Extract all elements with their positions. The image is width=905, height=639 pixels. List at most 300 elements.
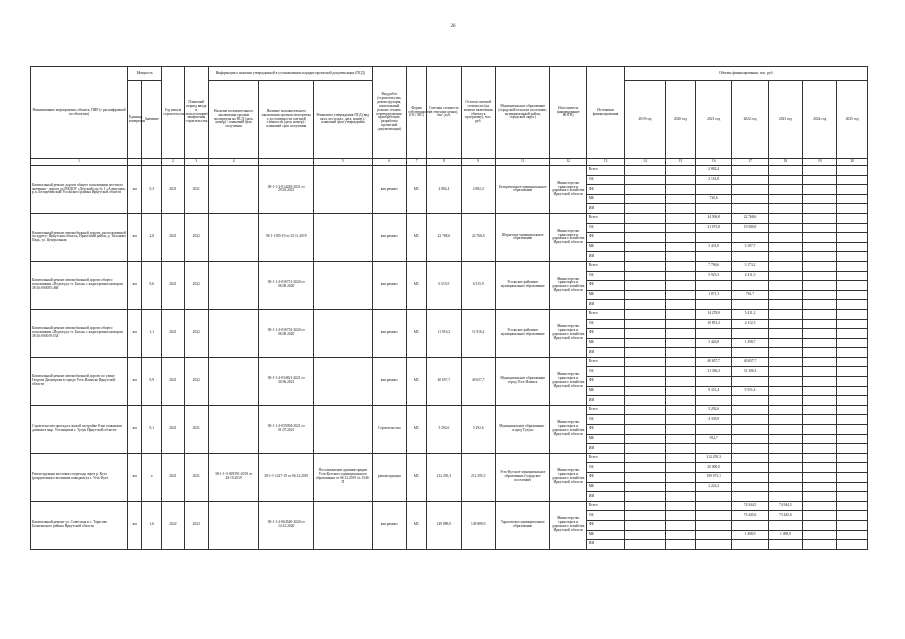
funding-amount bbox=[803, 377, 837, 387]
funding-amount bbox=[696, 348, 732, 358]
project-estimate-cost: 149 889,0 bbox=[427, 501, 461, 549]
funding-amount: 74 944,5 bbox=[768, 501, 802, 511]
funding-amount bbox=[768, 185, 802, 195]
funding-source-label: Всего bbox=[586, 357, 624, 367]
funding-source-label: МБ bbox=[586, 194, 624, 204]
project-name: Капитальный ремонт автомобильной дороги общего пользования «Подъезд к ст. Белая» с кадастровым номером 38:16:000055:468 bbox=[31, 261, 128, 309]
funding-source-label: Всего bbox=[586, 166, 624, 176]
funding-amount bbox=[625, 463, 665, 473]
project-name: Капитальный ремонт дороги общего пользования местного значения - дорога до МБДОУ «Детский сад № 1 «Аленушка» р.п. Белореченский Усольского района Иркутской области bbox=[31, 166, 128, 214]
funding-amount bbox=[837, 166, 868, 176]
col-name-header: Наименование мероприятия, объекта, ПИР (с расшифровкой по объектам) bbox=[31, 67, 128, 159]
funding-amount bbox=[837, 463, 868, 473]
project-ownership: МС bbox=[406, 166, 426, 214]
project-cost-expertise: 38-1-1-2-034821-2021 от 30.06.2021 bbox=[259, 357, 314, 405]
funding-amount: 5 292,6 bbox=[696, 405, 732, 415]
funding-amount bbox=[696, 501, 732, 511]
funding-amount bbox=[803, 233, 837, 243]
funding-amount bbox=[625, 329, 665, 339]
funding-amount bbox=[696, 281, 732, 291]
funding-amount bbox=[625, 377, 665, 387]
project-ownership: МС bbox=[406, 261, 426, 309]
funding-amount bbox=[625, 213, 665, 223]
funding-amount bbox=[625, 357, 665, 367]
funding-amount bbox=[696, 185, 732, 195]
project-work-type: Строительство bbox=[372, 405, 406, 453]
funding-amount: 1 498,9 bbox=[768, 530, 802, 540]
funding-amount bbox=[625, 511, 665, 521]
funding-amount bbox=[837, 329, 868, 339]
funding-amount bbox=[803, 281, 837, 291]
funding-amount bbox=[665, 309, 695, 319]
column-number: 4 bbox=[208, 159, 259, 166]
project-unit: км bbox=[128, 501, 142, 549]
funding-amount bbox=[803, 252, 837, 262]
project-expertise bbox=[208, 405, 259, 453]
project-year-start: 2021 bbox=[162, 261, 184, 309]
funding-amount bbox=[625, 386, 665, 396]
funding-source-label: МБ bbox=[586, 338, 624, 348]
column-number: 7 bbox=[406, 159, 426, 166]
project-name: Реконструкция мостового перехода через р. Кута (разрушенного весенним паводком) в г. Усть-Куте bbox=[31, 453, 128, 501]
funding-amount bbox=[732, 233, 768, 243]
funding-amount bbox=[625, 242, 665, 252]
funding-amount bbox=[732, 473, 768, 483]
project-unit: км bbox=[128, 357, 142, 405]
project-remaining-cost: 11 916,2 bbox=[461, 309, 495, 357]
funding-source-label: ОБ bbox=[586, 319, 624, 329]
column-number: 8 bbox=[427, 159, 461, 166]
funding-amount bbox=[625, 233, 665, 243]
funding-amount bbox=[837, 540, 868, 550]
funding-source-label: ФБ bbox=[586, 520, 624, 530]
funding-amount bbox=[732, 415, 768, 425]
project-estimate-cost: 6 515,9 bbox=[427, 261, 461, 309]
funding-amount: 2 222,2 bbox=[696, 482, 732, 492]
project-municipality: Белореченское муниципальное образование bbox=[495, 166, 550, 214]
funding-amount bbox=[665, 511, 695, 521]
funding-amount bbox=[665, 482, 695, 492]
funding-amount bbox=[665, 290, 695, 300]
project-expertise bbox=[208, 357, 259, 405]
funding-amount: 3 173,2 bbox=[732, 261, 768, 271]
funding-amount bbox=[625, 501, 665, 511]
funding-amount bbox=[837, 405, 868, 415]
col-value-header: Значение bbox=[142, 81, 162, 159]
funding-amount bbox=[837, 300, 868, 310]
funding-amount bbox=[732, 252, 768, 262]
funding-amount bbox=[625, 261, 665, 271]
project-name: Капитальный ремонт автомобильной дороги, расположенной по адресу: Иркутская область, Иркутский район, д. Тихонова Падь, ул. Центральная bbox=[31, 213, 128, 261]
funding-amount bbox=[803, 540, 837, 550]
project-executor: Министерство транспорта и дорожного хозяйства Иркутской области bbox=[550, 357, 586, 405]
funding-amount bbox=[803, 204, 837, 214]
funding-amount bbox=[696, 425, 732, 435]
project-capacity: 2,8 bbox=[142, 213, 162, 261]
funding-amount bbox=[768, 473, 802, 483]
funding-amount bbox=[665, 329, 695, 339]
funding-source-label: МБ bbox=[586, 386, 624, 396]
funding-amount: 9 351,4 bbox=[696, 386, 732, 396]
funding-amount: 2 411,5 bbox=[732, 271, 768, 281]
funding-amount bbox=[665, 415, 695, 425]
funding-amount: 2 882,4 bbox=[696, 166, 732, 176]
funding-amount: 40 657,7 bbox=[732, 357, 768, 367]
project-executor: Министерство транспорта и дорожного хозяйства Иркутской области bbox=[550, 453, 586, 501]
col-executor-header: Исполнитель (наименование ИОГВ) bbox=[550, 67, 586, 159]
funding-amount bbox=[803, 309, 837, 319]
project-year-end: 2022 bbox=[184, 309, 208, 357]
funding-amount bbox=[768, 540, 802, 550]
funding-source-label: ФБ bbox=[586, 473, 624, 483]
funding-amount bbox=[803, 492, 837, 502]
funding-amount: 31 306,3 bbox=[732, 367, 768, 377]
funding-amount: 19 580,9 bbox=[732, 223, 768, 233]
column-number: 5 bbox=[313, 159, 372, 166]
investment-program-table bbox=[30, 66, 868, 550]
project-name: Капитальный ремонт ул. Советская в с. Тарасово Балаганского района Иркутской области bbox=[31, 501, 128, 549]
project-unit: км bbox=[128, 405, 142, 453]
funding-amount bbox=[768, 492, 802, 502]
funding-amount: 21 075,8 bbox=[696, 223, 732, 233]
funding-source-label: МБ bbox=[586, 482, 624, 492]
project-capacity: 1,6 bbox=[142, 501, 162, 549]
project-municipality: Муниципальное образование город Усть-Илимск bbox=[495, 357, 550, 405]
funding-amount bbox=[732, 444, 768, 454]
funding-amount bbox=[696, 492, 732, 502]
capacity-header: Мощность bbox=[128, 67, 162, 81]
column-number: 12 bbox=[550, 159, 586, 166]
funding-amount bbox=[768, 386, 802, 396]
funding-amount bbox=[696, 329, 732, 339]
project-executor: Министерство транспорта и дорожного хозяйства Иркутской области bbox=[550, 309, 586, 357]
funding-amount: 952,7 bbox=[696, 434, 732, 444]
col-year-header: 2025 год bbox=[837, 81, 868, 159]
table-row bbox=[31, 405, 868, 415]
funding-source-label: ОБ bbox=[586, 463, 624, 473]
funding-amount bbox=[625, 530, 665, 540]
funding-amount bbox=[803, 367, 837, 377]
column-number: 18 bbox=[768, 159, 802, 166]
funding-amount bbox=[837, 377, 868, 387]
funding-amount bbox=[803, 434, 837, 444]
funding-amount bbox=[837, 473, 868, 483]
project-work-type: реконструкция bbox=[372, 453, 406, 501]
funding-source-label: ФБ bbox=[586, 329, 624, 339]
funding-amount bbox=[837, 233, 868, 243]
funding-amount bbox=[768, 377, 802, 387]
funding-amount: 31 306,3 bbox=[696, 367, 732, 377]
funding-amount bbox=[803, 405, 837, 415]
funding-source-label: ОБ bbox=[586, 223, 624, 233]
funding-amount bbox=[768, 252, 802, 262]
funding-amount bbox=[665, 261, 695, 271]
funding-amount bbox=[696, 444, 732, 454]
project-expertise bbox=[208, 166, 259, 214]
project-work-type: кап.ремонт bbox=[372, 357, 406, 405]
funding-amount bbox=[803, 530, 837, 540]
funding-amount bbox=[696, 520, 732, 530]
project-approval bbox=[313, 309, 372, 357]
funding-amount bbox=[803, 463, 837, 473]
funding-amount bbox=[732, 520, 768, 530]
funding-amount: 9 351,4 bbox=[732, 386, 768, 396]
project-capacity: 1,1 bbox=[142, 309, 162, 357]
col-year-end-header: Плановый период ввода в эксплуатацию/ завершения строительства bbox=[184, 67, 208, 159]
table-row bbox=[31, 166, 868, 176]
project-name: Строительство проезда к жилой застройке 8-ми этажными домами в мкр. Угольщиков г. Тулун Иркутской области bbox=[31, 405, 128, 453]
funding-amount bbox=[837, 338, 868, 348]
funding-amount: 20 000,0 bbox=[696, 463, 732, 473]
project-capacity: 0,3 bbox=[142, 166, 162, 214]
funding-amount bbox=[665, 530, 695, 540]
funding-amount bbox=[665, 463, 695, 473]
project-estimate-cost: 2 882,4 bbox=[427, 166, 461, 214]
project-expertise bbox=[208, 501, 259, 549]
project-approval: Постановление администрации Усть-Кутского муниципального образования от 06.12.2019 № 1546-П bbox=[313, 453, 372, 501]
funding-amount: 4 112,5 bbox=[732, 319, 768, 329]
funding-amount bbox=[732, 434, 768, 444]
project-year-end: 2021 bbox=[184, 453, 208, 501]
funding-amount bbox=[768, 425, 802, 435]
funding-source-label: ИИ bbox=[586, 492, 624, 502]
project-cost-expertise: 38-1-1-2-036752-2020 от 06.08.2020 bbox=[259, 309, 314, 357]
funding-amount bbox=[803, 444, 837, 454]
funding-amount bbox=[837, 434, 868, 444]
funding-amount bbox=[696, 204, 732, 214]
funding-amount bbox=[803, 338, 837, 348]
funding-amount bbox=[837, 261, 868, 271]
funding-amount bbox=[837, 242, 868, 252]
funding-amount bbox=[665, 377, 695, 387]
funding-amount bbox=[625, 338, 665, 348]
funding-amount bbox=[803, 300, 837, 310]
funding-amount: 10 851,2 bbox=[696, 319, 732, 329]
table-row bbox=[31, 309, 868, 319]
funding-amount bbox=[837, 281, 868, 291]
table-row bbox=[31, 501, 868, 511]
funding-amount bbox=[768, 405, 802, 415]
funding-amount bbox=[837, 309, 868, 319]
funding-amount: 14 278,0 bbox=[696, 309, 732, 319]
funding-amount bbox=[803, 415, 837, 425]
project-expertise bbox=[208, 309, 259, 357]
funding-amount bbox=[665, 453, 695, 463]
column-number: 19 bbox=[803, 159, 837, 166]
project-expertise bbox=[208, 261, 259, 309]
project-remaining-cost: 2 882,4 bbox=[461, 166, 495, 214]
funding-amount bbox=[665, 204, 695, 214]
funding-amount bbox=[768, 482, 802, 492]
funding-amount: 24 506,8 bbox=[696, 213, 732, 223]
funding-amount bbox=[625, 492, 665, 502]
funding-source-label: ФБ bbox=[586, 425, 624, 435]
funding-amount: 3 187,7 bbox=[732, 242, 768, 252]
project-executor: Министерство транспорта и дорожного хозяйства Иркутской области bbox=[550, 213, 586, 261]
funding-amount bbox=[732, 329, 768, 339]
funding-amount bbox=[837, 348, 868, 358]
column-number: 13 bbox=[586, 159, 624, 166]
project-cost-expertise: 38-1-1-1227-19 от 06.12.2019 bbox=[259, 453, 314, 501]
funding-amount: 190 073,1 bbox=[696, 473, 732, 483]
funding-amount bbox=[665, 281, 695, 291]
funding-amount bbox=[837, 386, 868, 396]
funding-amount bbox=[803, 319, 837, 329]
funding-source-label: ИИ bbox=[586, 540, 624, 550]
funding-amount bbox=[696, 530, 732, 540]
col-estimate-header: Сметная стоимость (в текущих ценах), тыс. руб. bbox=[427, 67, 461, 159]
project-estimate-cost: 5 292,6 bbox=[427, 405, 461, 453]
funding-amount bbox=[665, 396, 695, 406]
funding-amount bbox=[665, 233, 695, 243]
funding-amount bbox=[768, 166, 802, 176]
project-remaining-cost: 40 657,7 bbox=[461, 357, 495, 405]
project-work-type: кап.ремонт bbox=[372, 501, 406, 549]
project-approval bbox=[313, 166, 372, 214]
project-executor: Министерство транспорта и дорожного хозяйства Иркутской области bbox=[550, 261, 586, 309]
funding-amount bbox=[665, 348, 695, 358]
project-expertise bbox=[208, 213, 259, 261]
funding-amount bbox=[837, 204, 868, 214]
funding-source-label: Всего bbox=[586, 453, 624, 463]
funding-amount bbox=[625, 175, 665, 185]
funding-amount bbox=[732, 405, 768, 415]
project-year-start: 2021 bbox=[162, 309, 184, 357]
funding-amount bbox=[732, 377, 768, 387]
funding-amount: 40 657,7 bbox=[696, 357, 732, 367]
funding-amount bbox=[665, 271, 695, 281]
project-municipality: Усольское районное муниципальное образование bbox=[495, 261, 550, 309]
funding-amount bbox=[768, 329, 802, 339]
project-unit: км bbox=[128, 309, 142, 357]
column-number: 16 bbox=[696, 159, 732, 166]
project-year-end: 2023 bbox=[184, 501, 208, 549]
funding-amount bbox=[625, 319, 665, 329]
funding-amount bbox=[803, 357, 837, 367]
funding-amount bbox=[837, 511, 868, 521]
project-capacity: 0,1 bbox=[142, 405, 162, 453]
funding-amount bbox=[803, 348, 837, 358]
funding-amount bbox=[837, 175, 868, 185]
col-municipality-header: Муниципальное образование (городской/сельское поселение, муниципальный район, городской округ) bbox=[495, 67, 550, 159]
project-executor: Министерство транспорта и дорожного хозяйства Иркутской области bbox=[550, 166, 586, 214]
funding-amount bbox=[625, 540, 665, 550]
col-work-type-header: Вид работ (строительство, реконструкция, капитальный ремонт, технич. перевооружение, приобретение, разработка проектной документации) bbox=[372, 67, 406, 159]
funding-source-label: ФБ bbox=[586, 233, 624, 243]
project-municipality: Муниципальное образование - «город Тулун» bbox=[495, 405, 550, 453]
funding-amount bbox=[665, 319, 695, 329]
project-approval bbox=[313, 213, 372, 261]
funding-amount bbox=[732, 175, 768, 185]
col-year-header: 2022 год bbox=[732, 81, 768, 159]
funding-amount bbox=[625, 204, 665, 214]
column-number bbox=[142, 159, 162, 166]
funding-amount: 5 411,2 bbox=[732, 309, 768, 319]
project-work-type: кап.ремонт bbox=[372, 213, 406, 261]
funding-amount bbox=[625, 252, 665, 262]
funding-source-label: ОБ bbox=[586, 175, 624, 185]
funding-amount: 1 871,3 bbox=[696, 290, 732, 300]
col-year-header: 2019 год bbox=[625, 81, 665, 159]
funding-source-label: ОБ bbox=[586, 367, 624, 377]
project-work-type: кап.ремонт bbox=[372, 166, 406, 214]
funding-amount bbox=[837, 425, 868, 435]
funding-amount bbox=[768, 204, 802, 214]
column-number: 15 bbox=[665, 159, 695, 166]
funding-amount bbox=[768, 290, 802, 300]
funding-amount bbox=[625, 185, 665, 195]
project-year-start: 2021 bbox=[162, 453, 184, 501]
funding-amount bbox=[665, 444, 695, 454]
funding-amount bbox=[768, 194, 802, 204]
column-number: 1 bbox=[31, 159, 128, 166]
funding-amount bbox=[625, 300, 665, 310]
funding-amount: 1 498,9 bbox=[732, 530, 768, 540]
funding-amount bbox=[665, 194, 695, 204]
funding-amount: 3 426,8 bbox=[696, 338, 732, 348]
project-municipality: Усть-Кутское муниципальное образование (городское поселение) bbox=[495, 453, 550, 501]
table-row bbox=[31, 357, 868, 367]
col-cost-expertise-header: Наличие положительного заключения органов экспертизы о достоверности сметной стоимости (дата, номер) / плановый срок получения bbox=[259, 81, 314, 159]
project-cost-expertise: 38-1-1-2-035094-2021 от 01.07.2021 bbox=[259, 405, 314, 453]
project-executor: Министерство транспорта и дорожного хозяйства Иркутской области bbox=[550, 405, 586, 453]
funding-amount bbox=[803, 520, 837, 530]
funding-amount bbox=[625, 348, 665, 358]
project-work-type: кап.ремонт bbox=[372, 261, 406, 309]
funding-amount: 720,6 bbox=[696, 194, 732, 204]
project-year-start: 2021 bbox=[162, 357, 184, 405]
project-remaining-cost: 6 515,9 bbox=[461, 261, 495, 309]
project-unit: км bbox=[128, 213, 142, 261]
project-executor: Министерство транспорта и дорожного хозяйства Иркутской области bbox=[550, 501, 586, 549]
funding-amount bbox=[732, 463, 768, 473]
col-expertise-header: Наличие положительного заключения органов экспертизы на ПСД (дата, номер) / плановый срок получения bbox=[208, 81, 259, 159]
funding-amount bbox=[837, 271, 868, 281]
col-approval-header: Реквизиты утверждения ПСД (вид акта, кто издал, дата, номер) / плановый срок утверждения bbox=[313, 81, 372, 159]
col-year-start-header: Год начала строительства bbox=[162, 67, 184, 159]
funding-amount bbox=[803, 473, 837, 483]
project-estimate-cost: 40 657,7 bbox=[427, 357, 461, 405]
funding-amount bbox=[837, 530, 868, 540]
funding-amount bbox=[625, 425, 665, 435]
funding-amount bbox=[837, 492, 868, 502]
funding-amount: 4 339,9 bbox=[696, 415, 732, 425]
project-remaining-cost: 22 768,6 bbox=[461, 213, 495, 261]
funding-amount bbox=[732, 281, 768, 291]
funding-amount bbox=[768, 281, 802, 291]
funding-amount bbox=[665, 520, 695, 530]
project-unit: км bbox=[128, 166, 142, 214]
funding-amount bbox=[837, 319, 868, 329]
funding-amount bbox=[665, 338, 695, 348]
funding-amount bbox=[803, 213, 837, 223]
funding-amount bbox=[768, 348, 802, 358]
funding-amount bbox=[625, 444, 665, 454]
funding-amount bbox=[625, 367, 665, 377]
project-cost-expertise: 38-1-1-2-036751-2020 от 06.08.2020 bbox=[259, 261, 314, 309]
project-year-end: 2022 bbox=[184, 261, 208, 309]
funding-amount bbox=[768, 520, 802, 530]
funding-amount bbox=[625, 405, 665, 415]
funding-amount bbox=[803, 242, 837, 252]
funding-amount bbox=[665, 185, 695, 195]
project-cost-expertise: 38-1-1-2-064540-2020 от 14.12.2020 bbox=[259, 501, 314, 549]
column-number: 20 bbox=[837, 159, 868, 166]
funding-amount: 7 796,6 bbox=[696, 261, 732, 271]
column-number: 2 bbox=[162, 159, 184, 166]
col-sources-header: Источники финансирования bbox=[586, 67, 624, 159]
funding-amount bbox=[625, 473, 665, 483]
